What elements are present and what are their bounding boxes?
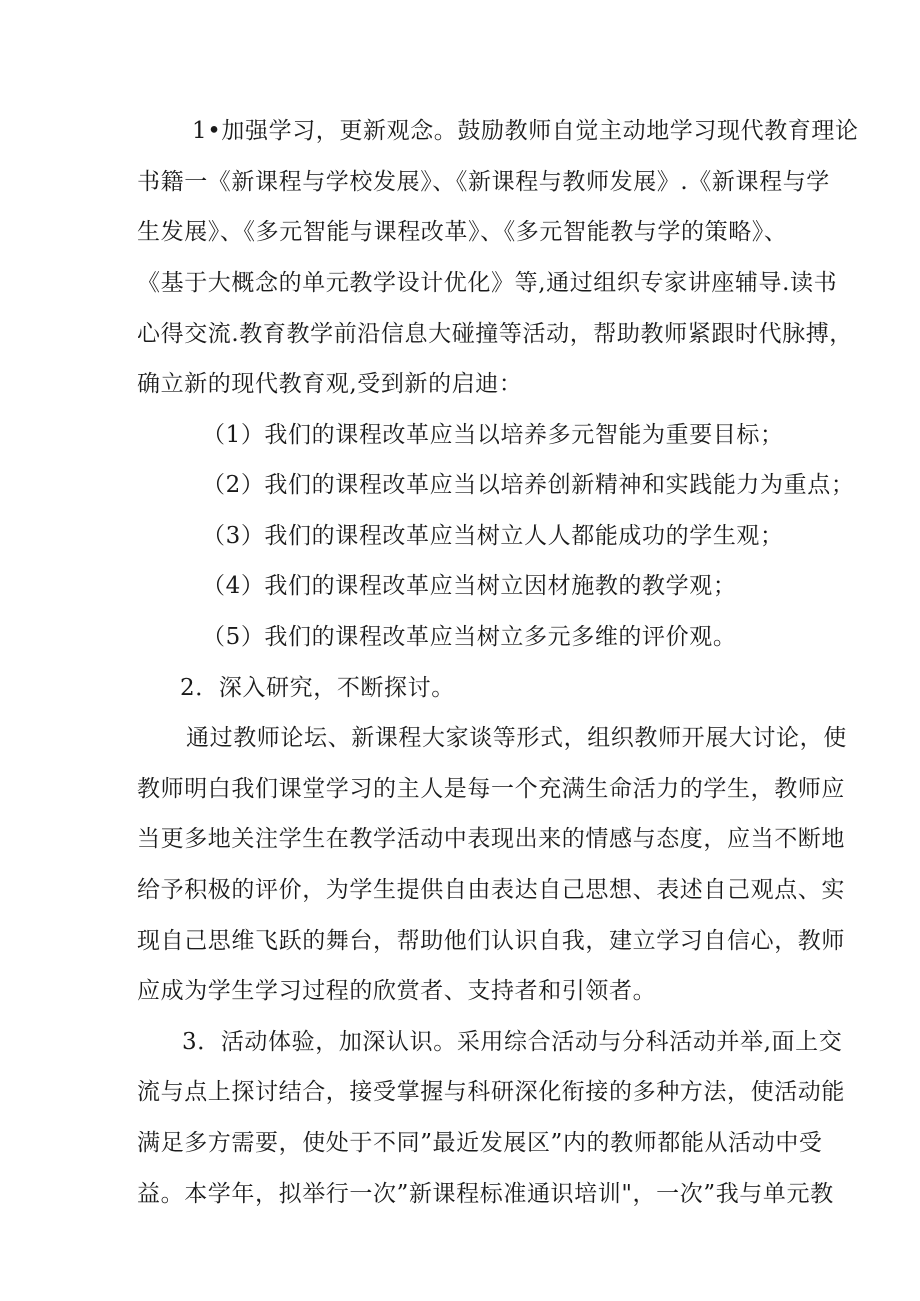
list-item: （4）我们的课程改革应当树立因材施教的教学观； (202, 573, 737, 599)
paragraph-line: 1•加强学习，更新观念。鼓励教师自觉主动地学习现代教育理论 (192, 118, 859, 144)
paragraph-line: 教师明白我们课堂学习的主人是每一个充满生命活力的学生，教师应 (137, 776, 845, 802)
paragraph-line: 《基于大概念的单元教学设计优化》等,通过组织专家讲座辅导.读书 (137, 270, 838, 296)
paragraph-line: 流与点上探讨结合，接受掌握与科研深化衔接的多种方法，使活动能 (137, 1079, 845, 1105)
paragraph-line: 满足多方需要，使处于不同”最近发展区”内的教师都能从活动中受 (137, 1130, 823, 1156)
paragraph-line: 现自己思维飞跃的舞台，帮助他们认识自我，建立学习自信心，教师 (137, 928, 845, 954)
list-item: （1）我们的课程改革应当以培养多元智能为重要目标； (202, 422, 784, 448)
list-item: （2）我们的课程改革应当以培养创新精神和实践能力为重点； (202, 472, 855, 498)
paragraph-line: 益。本学年，拟举行一次”新课程标准通识培训"，一次”我与单元教 (137, 1181, 834, 1207)
section-heading: 2．深入研究，不断探讨。 (180, 675, 455, 701)
paragraph-line: 心得交流.教育教学前沿信息大碰撞等活动，帮助教师紧跟时代脉搏， (137, 321, 853, 347)
paragraph-line: 3．活动体验，加深认识。采用综合活动与分科活动并举,面上交 (182, 1029, 843, 1055)
paragraph-line: 确立新的现代教育观,受到新的启迪： (137, 371, 523, 397)
paragraph-line: 给予积极的评价，为学生提供自由表达自己思想、表述自己观点、实 (137, 877, 845, 903)
paragraph-line: 生发展》、《多元智能与课程改革》、《多元智能教与学的策略》、 (137, 219, 788, 245)
paragraph-line: 通过教师论坛、新课程大家谈等形式，组织教师开展大讨论，使 (186, 725, 847, 751)
paragraph-line: 当更多地关注学生在教学活动中表现出来的情感与态度，应当不断地 (137, 826, 845, 852)
paragraph-line: 应成为学生学习过程的欣赏者、支持者和引领者。 (137, 978, 657, 1004)
paragraph-line: 书籍一《新课程与学校发展》、《新课程与教师发展》.《新课程与学 (137, 169, 830, 195)
list-item: （5）我们的课程改革应当树立多元多维的评价观。 (202, 624, 737, 650)
list-item: （3）我们的课程改革应当树立人人都能成功的学生观； (202, 523, 784, 549)
